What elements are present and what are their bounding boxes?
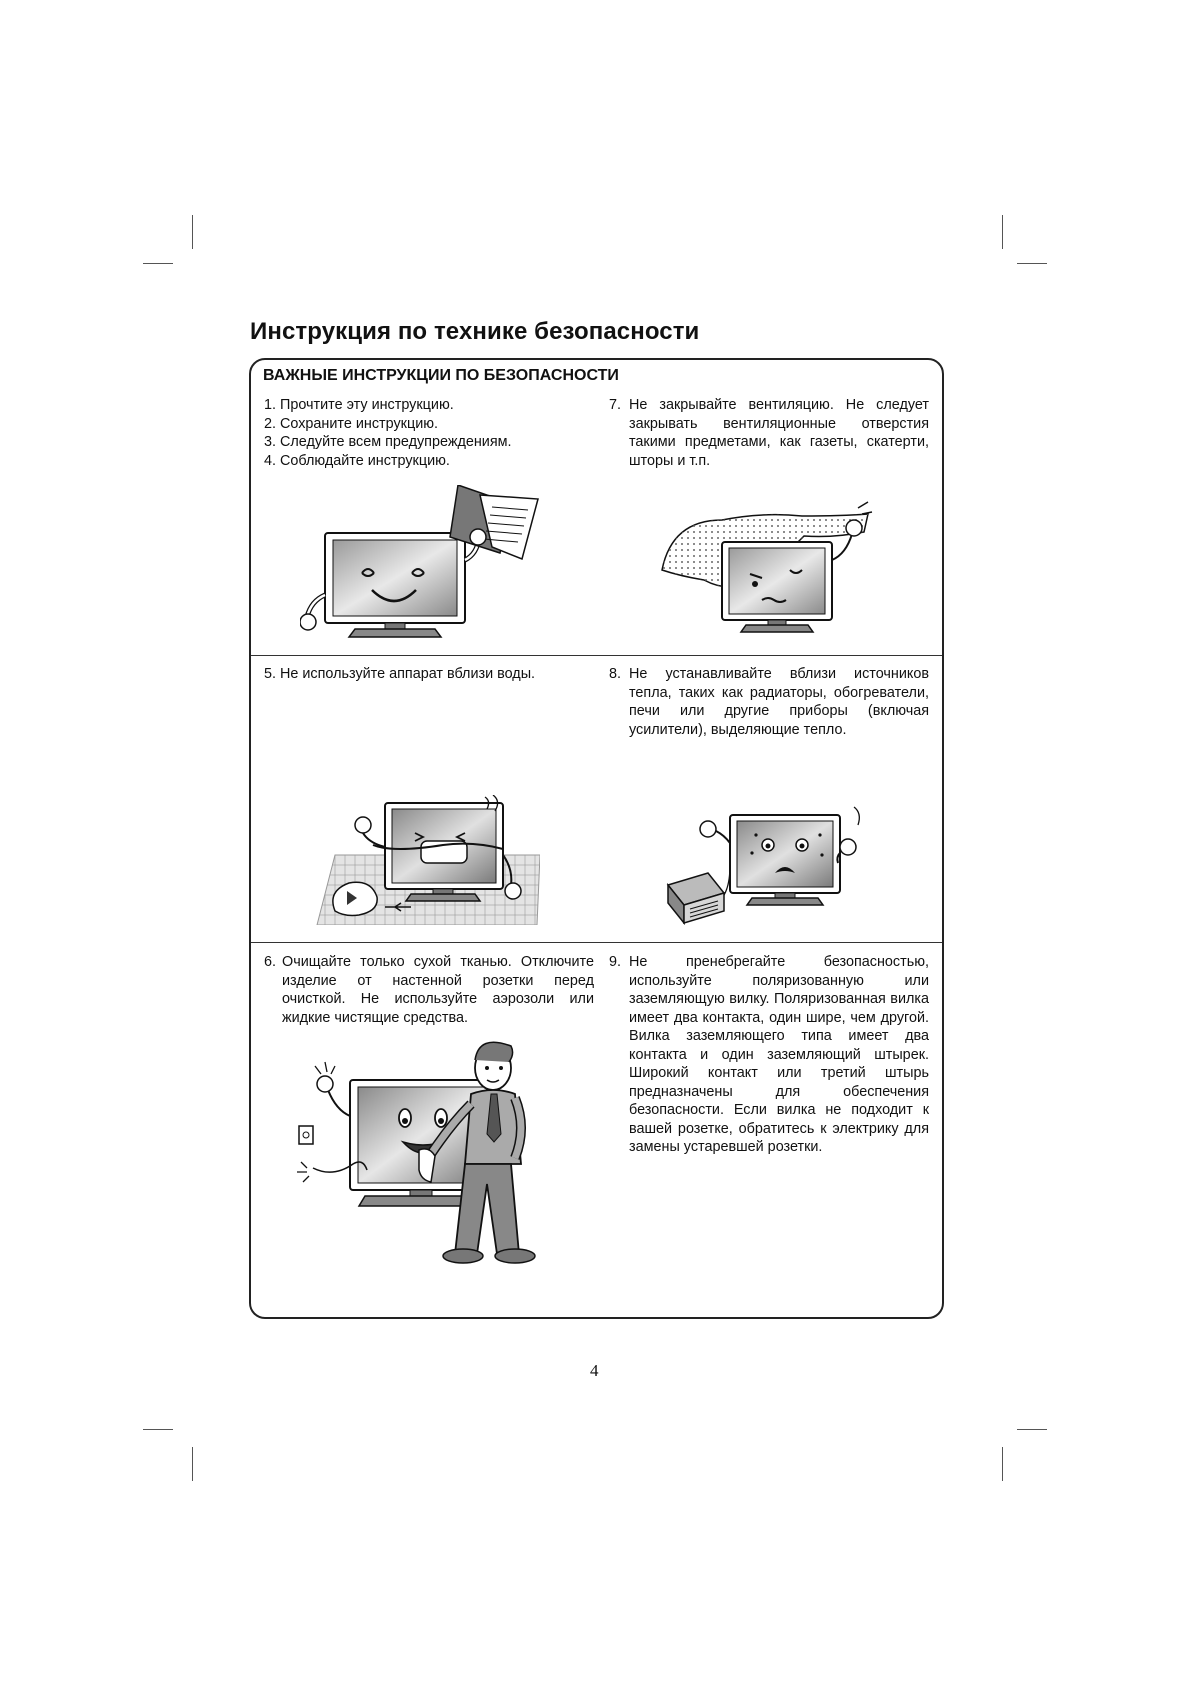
- item-8: [609, 665, 929, 739]
- crop-mark: [192, 1447, 193, 1481]
- tv-near-water-illustration: [315, 795, 540, 925]
- crop-mark: [1017, 263, 1047, 264]
- crop-mark: [1017, 1429, 1047, 1430]
- crop-mark: [143, 1429, 173, 1430]
- item-number: 6.: [264, 954, 277, 970]
- row-divider: [251, 655, 942, 656]
- crop-mark: [192, 215, 193, 249]
- item-5: [264, 665, 594, 684]
- item-text: Не закрывайте вентиляцию. Не следует закрывать вентиляционные отверстия такими предметами, как газеты, скатерти, шторы и т.п.: [629, 397, 929, 469]
- item-1: 1. Прочтите эту инструкцию.: [264, 397, 454, 413]
- item-text: Не пренебрегайте безопасностью, используйте поляризованную или заземляющую вилку. Поляризованная вилка имеет два контакта, один шире, чем другой. Вилка заземляющего типа имеет два контакта и один заземляющий штырек. Широкий контакт или третий штырь предназначены для обеспечения безопасности. Если вилка не подходит к вашей розетке, обратитесь к электрику для замены устаревшей розетки.: [629, 954, 929, 1155]
- item-2: 2. Сохраните инструкцию.: [264, 415, 439, 432]
- tv-reading-manual-illustration: [300, 485, 560, 645]
- item-9: [609, 953, 929, 1157]
- item-text: Не устанавливайте вблизи источников тепла, таких как радиаторы, обогреватели, печи или другие приборы (включая усилители), выделяющие тепло.: [629, 666, 929, 738]
- crop-mark: [1002, 1447, 1003, 1481]
- tv-covered-by-cloth-illustration: [650, 500, 890, 640]
- item-number: 9.: [609, 954, 622, 970]
- item-text: 5. Не используйте аппарат вблизи воды.: [264, 666, 536, 682]
- item-list-1-4: [264, 396, 594, 470]
- item-text: Очищайте только сухой тканью. Отключите изделие от настенной розетки перед очисткой. Не используйте аэрозоли или жидкие чистящие средства.: [282, 954, 594, 1026]
- tv-near-heater-illustration: [660, 795, 870, 925]
- man-cleaning-tv-illustration: [295, 1038, 555, 1268]
- item-4: 4. Соблюдайте инструкцию.: [264, 452, 450, 469]
- page-title: Инструкция по технике безопасности: [250, 318, 700, 345]
- item-number: 7.: [609, 397, 622, 413]
- page-number: 4: [590, 1361, 599, 1380]
- item-3: 3. Следуйте всем предупреждениям.: [264, 434, 512, 450]
- section-heading: ВАЖНЫЕ ИНСТРУКЦИИ ПО БЕЗОПАСНОСТИ: [263, 367, 619, 384]
- crop-mark: [143, 263, 173, 264]
- item-6: [264, 953, 594, 1027]
- item-7: [609, 396, 929, 470]
- row-divider: [251, 942, 942, 943]
- item-number: 8.: [609, 666, 622, 682]
- crop-mark: [1002, 215, 1003, 249]
